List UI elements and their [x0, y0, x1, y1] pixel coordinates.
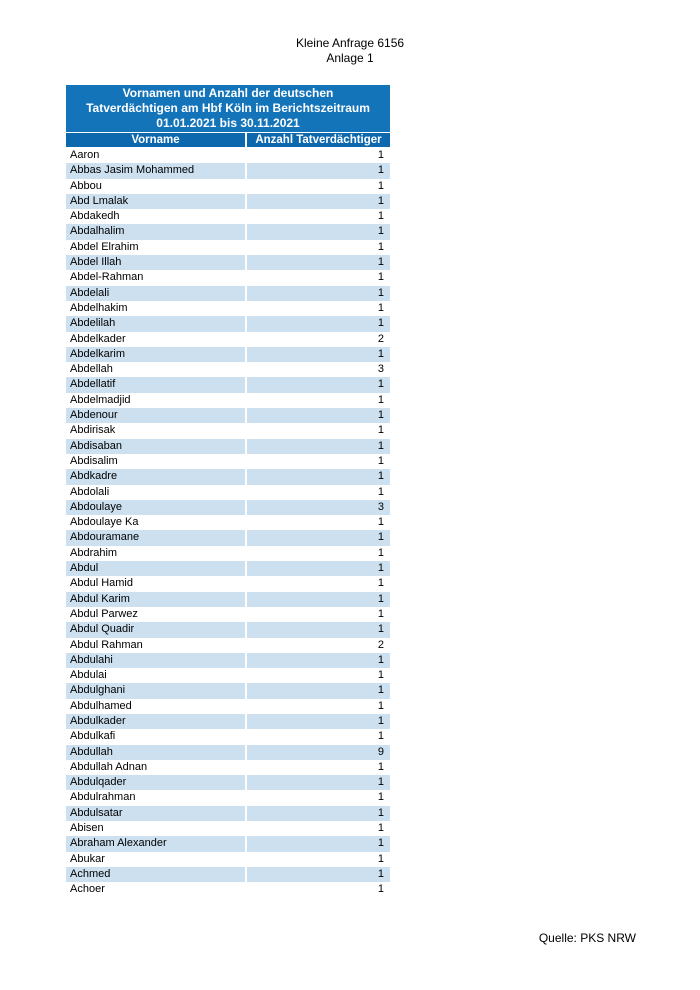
anzahl-cell: 1	[245, 882, 390, 897]
vorname-cell: Abdenour	[66, 408, 245, 423]
vorname-cell: Abdul Rahman	[66, 638, 245, 653]
table-row	[66, 240, 390, 255]
vorname-cell: Achmed	[66, 867, 245, 882]
table-title-line-1: Vornamen und Anzahl der deutschen	[122, 86, 334, 100]
table-row	[66, 729, 390, 744]
table-row	[66, 301, 390, 316]
anzahl-cell: 1	[245, 240, 390, 255]
vorname-cell: Aaron	[66, 148, 245, 163]
table-row	[66, 408, 390, 423]
vorname-cell: Abdalhalim	[66, 224, 245, 239]
anzahl-cell: 3	[245, 362, 390, 377]
table-row	[66, 576, 390, 591]
table-title-line-3: 01.01.2021 bis 30.11.2021	[156, 116, 300, 130]
anzahl-cell: 1	[245, 439, 390, 454]
vorname-cell: Abdul	[66, 561, 245, 576]
table-row	[66, 653, 390, 668]
anzahl-cell: 1	[245, 790, 390, 805]
table-row	[66, 882, 390, 897]
vorname-cell: Abdel Elrahim	[66, 240, 245, 255]
anzahl-cell: 1	[245, 224, 390, 239]
anzahl-cell: 1	[245, 347, 390, 362]
vorname-cell: Abdelali	[66, 286, 245, 301]
table-row	[66, 439, 390, 454]
anzahl-cell: 1	[245, 653, 390, 668]
vorname-cell: Abdouramane	[66, 530, 245, 545]
table-row	[66, 561, 390, 576]
table-title	[66, 85, 390, 133]
vorname-cell: Abisen	[66, 821, 245, 836]
table-row	[66, 500, 390, 515]
vorname-cell: Abdolali	[66, 485, 245, 500]
anzahl-cell: 1	[245, 485, 390, 500]
anzahl-cell: 1	[245, 836, 390, 851]
vorname-cell: Abbas Jasim Mohammed	[66, 163, 245, 178]
anzahl-cell: 1	[245, 607, 390, 622]
anzahl-cell: 1	[245, 316, 390, 331]
anzahl-cell: 1	[245, 301, 390, 316]
vorname-cell: Abdullah	[66, 745, 245, 760]
vorname-cell: Abdoulaye Ka	[66, 515, 245, 530]
table-row	[66, 775, 390, 790]
anzahl-cell: 1	[245, 867, 390, 882]
column-header-anzahl: Anzahl Tatverdächtiger	[245, 133, 390, 147]
table-row	[66, 530, 390, 545]
vorname-cell: Abdisalim	[66, 454, 245, 469]
anzahl-cell: 1	[245, 622, 390, 637]
table-row	[66, 622, 390, 637]
anzahl-cell: 1	[245, 408, 390, 423]
document-reference: Kleine Anfrage 6156	[295, 36, 405, 50]
table-row	[66, 683, 390, 698]
vorname-cell: Abdulsatar	[66, 806, 245, 821]
table-row	[66, 485, 390, 500]
anzahl-cell: 1	[245, 194, 390, 209]
names-table	[66, 85, 390, 898]
table-row	[66, 836, 390, 851]
table-row	[66, 316, 390, 331]
anzahl-cell: 1	[245, 714, 390, 729]
vorname-cell: Abdul Parwez	[66, 607, 245, 622]
anzahl-cell: 1	[245, 148, 390, 163]
anzahl-cell: 1	[245, 668, 390, 683]
anzahl-cell: 1	[245, 377, 390, 392]
anzahl-cell: 1	[245, 699, 390, 714]
table-body	[66, 148, 390, 898]
table-row	[66, 790, 390, 805]
anzahl-cell: 1	[245, 806, 390, 821]
table-row	[66, 286, 390, 301]
anzahl-cell: 1	[245, 423, 390, 438]
anzahl-cell: 1	[245, 729, 390, 744]
vorname-cell: Abdelkarim	[66, 347, 245, 362]
table-row	[66, 852, 390, 867]
anzahl-cell: 1	[245, 561, 390, 576]
table-row	[66, 745, 390, 760]
table-row	[66, 209, 390, 224]
anzahl-cell: 1	[245, 852, 390, 867]
vorname-cell: Abdakedh	[66, 209, 245, 224]
vorname-cell: Abdulahi	[66, 653, 245, 668]
anzahl-cell: 1	[245, 530, 390, 545]
anzahl-cell: 1	[245, 469, 390, 484]
table-row	[66, 867, 390, 882]
vorname-cell: Abdulkader	[66, 714, 245, 729]
table-row	[66, 607, 390, 622]
vorname-cell: Abd Lmalak	[66, 194, 245, 209]
table-row	[66, 270, 390, 285]
vorname-cell: Abraham Alexander	[66, 836, 245, 851]
vorname-cell: Abdelmadjid	[66, 393, 245, 408]
document-header	[0, 36, 700, 66]
vorname-cell: Abdulkafi	[66, 729, 245, 744]
table-row	[66, 423, 390, 438]
anzahl-cell: 1	[245, 592, 390, 607]
vorname-cell: Abdellatif	[66, 377, 245, 392]
vorname-cell: Abdelhakim	[66, 301, 245, 316]
anzahl-cell: 1	[245, 179, 390, 194]
table-row	[66, 546, 390, 561]
vorname-cell: Abdelkader	[66, 332, 245, 347]
attachment-label: Anlage 1	[326, 51, 374, 65]
table-row	[66, 806, 390, 821]
vorname-cell: Abdel Illah	[66, 255, 245, 270]
anzahl-cell: 1	[245, 515, 390, 530]
vorname-cell: Abdel-Rahman	[66, 270, 245, 285]
anzahl-cell: 2	[245, 638, 390, 653]
vorname-cell: Achoer	[66, 882, 245, 897]
anzahl-cell: 1	[245, 270, 390, 285]
vorname-cell: Abdrahim	[66, 546, 245, 561]
vorname-cell: Abdulghani	[66, 683, 245, 698]
table-row	[66, 592, 390, 607]
vorname-cell: Abdulrahman	[66, 790, 245, 805]
table-row	[66, 362, 390, 377]
table-row	[66, 377, 390, 392]
anzahl-cell: 9	[245, 745, 390, 760]
table-row	[66, 255, 390, 270]
table-row	[66, 148, 390, 163]
vorname-cell: Abdulhamed	[66, 699, 245, 714]
vorname-cell: Abbou	[66, 179, 245, 194]
anzahl-cell: 1	[245, 286, 390, 301]
anzahl-cell: 1	[245, 209, 390, 224]
table-row	[66, 224, 390, 239]
table-column-header	[66, 133, 390, 148]
table-row	[66, 469, 390, 484]
anzahl-cell: 1	[245, 255, 390, 270]
table-row	[66, 760, 390, 775]
table-row	[66, 179, 390, 194]
table-row	[66, 638, 390, 653]
vorname-cell: Abdoulaye	[66, 500, 245, 515]
table-row	[66, 332, 390, 347]
anzahl-cell: 3	[245, 500, 390, 515]
column-header-vorname: Vorname	[131, 134, 180, 146]
vorname-cell: Abdirisak	[66, 423, 245, 438]
vorname-cell: Abdulqader	[66, 775, 245, 790]
vorname-cell: Abdellah	[66, 362, 245, 377]
table-row	[66, 668, 390, 683]
table-title-line-2: Tatverdächtigen am Hbf Köln im Berichtszeitraum	[86, 101, 370, 115]
anzahl-cell: 1	[245, 393, 390, 408]
table-row	[66, 454, 390, 469]
anzahl-cell: 1	[245, 546, 390, 561]
table-row	[66, 714, 390, 729]
anzahl-cell: 1	[245, 576, 390, 591]
source-note: Quelle: PKS NRW	[538, 931, 636, 945]
anzahl-cell: 1	[245, 760, 390, 775]
anzahl-cell: 1	[245, 821, 390, 836]
vorname-cell: Abdulai	[66, 668, 245, 683]
vorname-cell: Abdul Karim	[66, 592, 245, 607]
vorname-cell: Abukar	[66, 852, 245, 867]
vorname-cell: Abdul Hamid	[66, 576, 245, 591]
vorname-cell: Abdul Quadir	[66, 622, 245, 637]
vorname-cell: Abdelilah	[66, 316, 245, 331]
table-row	[66, 515, 390, 530]
anzahl-cell: 2	[245, 332, 390, 347]
vorname-cell: Abdullah Adnan	[66, 760, 245, 775]
vorname-cell: Abdisaban	[66, 439, 245, 454]
anzahl-cell: 1	[245, 683, 390, 698]
table-row	[66, 194, 390, 209]
anzahl-cell: 1	[245, 163, 390, 178]
vorname-cell: Abdkadre	[66, 469, 245, 484]
table-row	[66, 821, 390, 836]
anzahl-cell: 1	[245, 775, 390, 790]
anzahl-cell: 1	[245, 454, 390, 469]
table-row	[66, 699, 390, 714]
table-row	[66, 163, 390, 178]
table-row	[66, 393, 390, 408]
table-row	[66, 347, 390, 362]
